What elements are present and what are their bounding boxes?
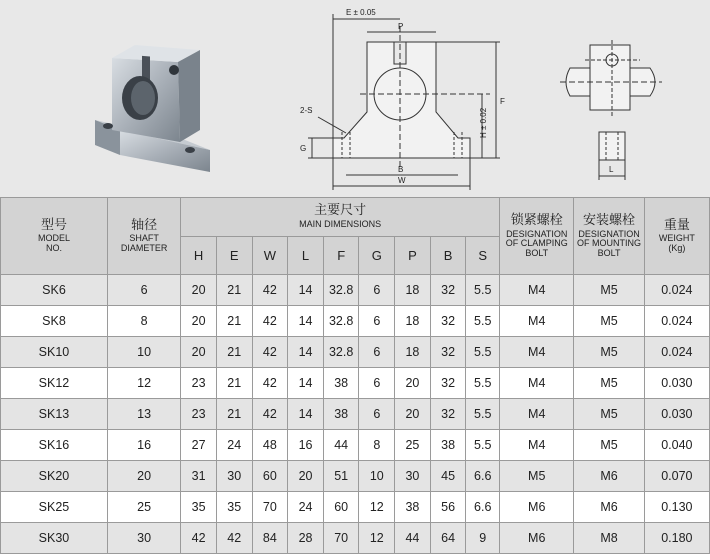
table-cell: 32.8 (323, 306, 359, 337)
table-cell: 21 (216, 306, 252, 337)
drawings-svg (0, 0, 710, 197)
table-cell: 42 (252, 337, 288, 368)
table-cell: 0.024 (644, 306, 709, 337)
table-cell: 42 (252, 306, 288, 337)
label-l: L (609, 165, 614, 174)
technical-drawings (0, 0, 710, 197)
table-cell: M4 (500, 337, 574, 368)
table-cell: 9 (466, 523, 500, 554)
table-cell: 16 (107, 430, 180, 461)
table-cell: 0.040 (644, 430, 709, 461)
table-cell: 42 (252, 399, 288, 430)
table-cell: SK20 (1, 461, 108, 492)
table-cell: 23 (181, 399, 217, 430)
table-cell: 32 (430, 399, 466, 430)
table-cell: 12 (359, 523, 395, 554)
table-cell: SK8 (1, 306, 108, 337)
header-clamping-bolt: 锁紧螺栓 DESIGNATION OF CLAMPING BOLT (500, 198, 574, 275)
table-cell: 18 (395, 337, 431, 368)
table-cell: 24 (288, 492, 324, 523)
table-cell: 32.8 (323, 337, 359, 368)
header-shaft-diameter: 轴径 SHAFT DIAMETER (107, 198, 180, 275)
label-h-tolerance: H ± 0.02 (479, 107, 488, 138)
spec-table (0, 197, 710, 554)
header-main-dimensions: 主要尺寸 MAIN DIMENSIONS (181, 198, 500, 237)
table-cell: 16 (288, 430, 324, 461)
table-cell: 0.024 (644, 337, 709, 368)
table-cell: 42 (252, 275, 288, 306)
table-cell: 45 (430, 461, 466, 492)
table-cell: 31 (181, 461, 217, 492)
table-cell: M5 (574, 399, 644, 430)
table-cell: 60 (252, 461, 288, 492)
table-row (1, 368, 710, 399)
table-cell: 70 (252, 492, 288, 523)
label-w: W (398, 176, 406, 185)
table-cell: 12 (359, 492, 395, 523)
table-cell: 42 (252, 368, 288, 399)
top-view-drawing (560, 40, 662, 180)
table-cell: 32.8 (323, 275, 359, 306)
table-cell: M5 (574, 368, 644, 399)
table-cell: 6.6 (466, 492, 500, 523)
table-cell: 38 (395, 492, 431, 523)
table-cell: 24 (216, 430, 252, 461)
table-cell: 10 (359, 461, 395, 492)
table-cell: 21 (216, 275, 252, 306)
table-cell: 6 (359, 337, 395, 368)
table-cell: 35 (181, 492, 217, 523)
front-view-drawing (308, 14, 500, 190)
table-cell: 6.6 (466, 461, 500, 492)
table-cell: M6 (574, 492, 644, 523)
label-b: B (398, 165, 404, 174)
table-cell: M5 (574, 275, 644, 306)
table-cell: 20 (181, 337, 217, 368)
table-cell: SK30 (1, 523, 108, 554)
table-cell: 8 (107, 306, 180, 337)
table-cell: 20 (395, 399, 431, 430)
table-cell: 20 (395, 368, 431, 399)
table-row (1, 275, 710, 306)
table-cell: 21 (216, 337, 252, 368)
table-cell: M4 (500, 368, 574, 399)
table-cell: M4 (500, 399, 574, 430)
label-g: G (300, 144, 307, 153)
table-cell: 5.5 (466, 399, 500, 430)
table-cell: 5.5 (466, 306, 500, 337)
table-cell: 13 (107, 399, 180, 430)
table-row (1, 523, 710, 554)
table-cell: 10 (107, 337, 180, 368)
table-cell: 12 (107, 368, 180, 399)
label-e-tolerance: E ± 0.05 (346, 8, 376, 17)
table-cell: 30 (395, 461, 431, 492)
table-cell: SK12 (1, 368, 108, 399)
table-cell: 20 (181, 306, 217, 337)
table-row (1, 461, 710, 492)
table-cell: 32 (430, 337, 466, 368)
table-cell: 23 (181, 368, 217, 399)
table-cell: 0.130 (644, 492, 709, 523)
table-cell: 14 (288, 275, 324, 306)
table-cell: 28 (288, 523, 324, 554)
table-cell: 6 (359, 399, 395, 430)
table-cell: M6 (500, 523, 574, 554)
table-cell: M8 (574, 523, 644, 554)
table-cell: SK25 (1, 492, 108, 523)
header-model: 型号 MODEL NO. (1, 198, 108, 275)
label-2s: 2-S (300, 106, 313, 115)
header-dim-h: H (181, 237, 217, 275)
table-row (1, 492, 710, 523)
table-cell: 6 (359, 306, 395, 337)
table-cell: 25 (107, 492, 180, 523)
table-cell: 30 (216, 461, 252, 492)
table-cell: M4 (500, 306, 574, 337)
table-cell: 21 (216, 399, 252, 430)
table-cell: 6 (107, 275, 180, 306)
spec-table-body (1, 275, 710, 554)
table-cell: 5.5 (466, 275, 500, 306)
table-cell: SK16 (1, 430, 108, 461)
header-dim-w: W (252, 237, 288, 275)
table-cell: 30 (107, 523, 180, 554)
header-mounting-bolt: 安装螺栓 DESIGNATION OF MOUNTING BOLT (574, 198, 644, 275)
table-cell: M5 (574, 337, 644, 368)
table-cell: 20 (288, 461, 324, 492)
table-row (1, 337, 710, 368)
table-row (1, 306, 710, 337)
table-cell: 21 (216, 368, 252, 399)
table-cell: 64 (430, 523, 466, 554)
table-cell: 38 (323, 399, 359, 430)
header-dim-p: P (395, 237, 431, 275)
table-cell: 20 (181, 275, 217, 306)
table-cell: 70 (323, 523, 359, 554)
table-cell: 6 (359, 368, 395, 399)
table-cell: 0.024 (644, 275, 709, 306)
table-cell: 56 (430, 492, 466, 523)
table-cell: 8 (359, 430, 395, 461)
table-cell: M4 (500, 275, 574, 306)
table-cell: 35 (216, 492, 252, 523)
table-cell: 42 (216, 523, 252, 554)
table-cell: 6 (359, 275, 395, 306)
table-cell: 14 (288, 368, 324, 399)
header-dim-e: E (216, 237, 252, 275)
table-cell: 60 (323, 492, 359, 523)
table-cell: 14 (288, 337, 324, 368)
table-cell: 32 (430, 306, 466, 337)
header-dim-l: L (288, 237, 324, 275)
header-dim-s: S (466, 237, 500, 275)
table-cell: 5.5 (466, 368, 500, 399)
header-dim-g: G (359, 237, 395, 275)
table-cell: 44 (395, 523, 431, 554)
header-weight: 重量 WEIGHT (Kg) (644, 198, 709, 275)
table-cell: 38 (430, 430, 466, 461)
table-cell: M6 (574, 461, 644, 492)
table-cell: SK6 (1, 275, 108, 306)
table-cell: M5 (574, 306, 644, 337)
table-cell: 51 (323, 461, 359, 492)
table-cell: 20 (107, 461, 180, 492)
table-cell: 0.030 (644, 368, 709, 399)
table-cell: M5 (500, 461, 574, 492)
table-cell: 18 (395, 306, 431, 337)
table-cell: 5.5 (466, 337, 500, 368)
label-p: P (398, 22, 404, 31)
table-cell: M4 (500, 430, 574, 461)
header-dim-b: B (430, 237, 466, 275)
part-photo (95, 45, 210, 172)
table-cell: 42 (181, 523, 217, 554)
table-cell: M5 (574, 430, 644, 461)
table-cell: M6 (500, 492, 574, 523)
table-cell: 0.180 (644, 523, 709, 554)
table-cell: 14 (288, 306, 324, 337)
label-f: F (500, 97, 505, 106)
table-cell: 0.030 (644, 399, 709, 430)
table-cell: 0.070 (644, 461, 709, 492)
table-cell: SK10 (1, 337, 108, 368)
table-cell: 25 (395, 430, 431, 461)
table-cell: 44 (323, 430, 359, 461)
table-cell: 38 (323, 368, 359, 399)
table-cell: 5.5 (466, 430, 500, 461)
table-cell: 84 (252, 523, 288, 554)
table-cell: 32 (430, 368, 466, 399)
table-cell: SK13 (1, 399, 108, 430)
table-row (1, 430, 710, 461)
table-cell: 48 (252, 430, 288, 461)
table-cell: 18 (395, 275, 431, 306)
table-cell: 32 (430, 275, 466, 306)
table-row (1, 399, 710, 430)
table-cell: 27 (181, 430, 217, 461)
table-cell: 14 (288, 399, 324, 430)
header-dim-f: F (323, 237, 359, 275)
